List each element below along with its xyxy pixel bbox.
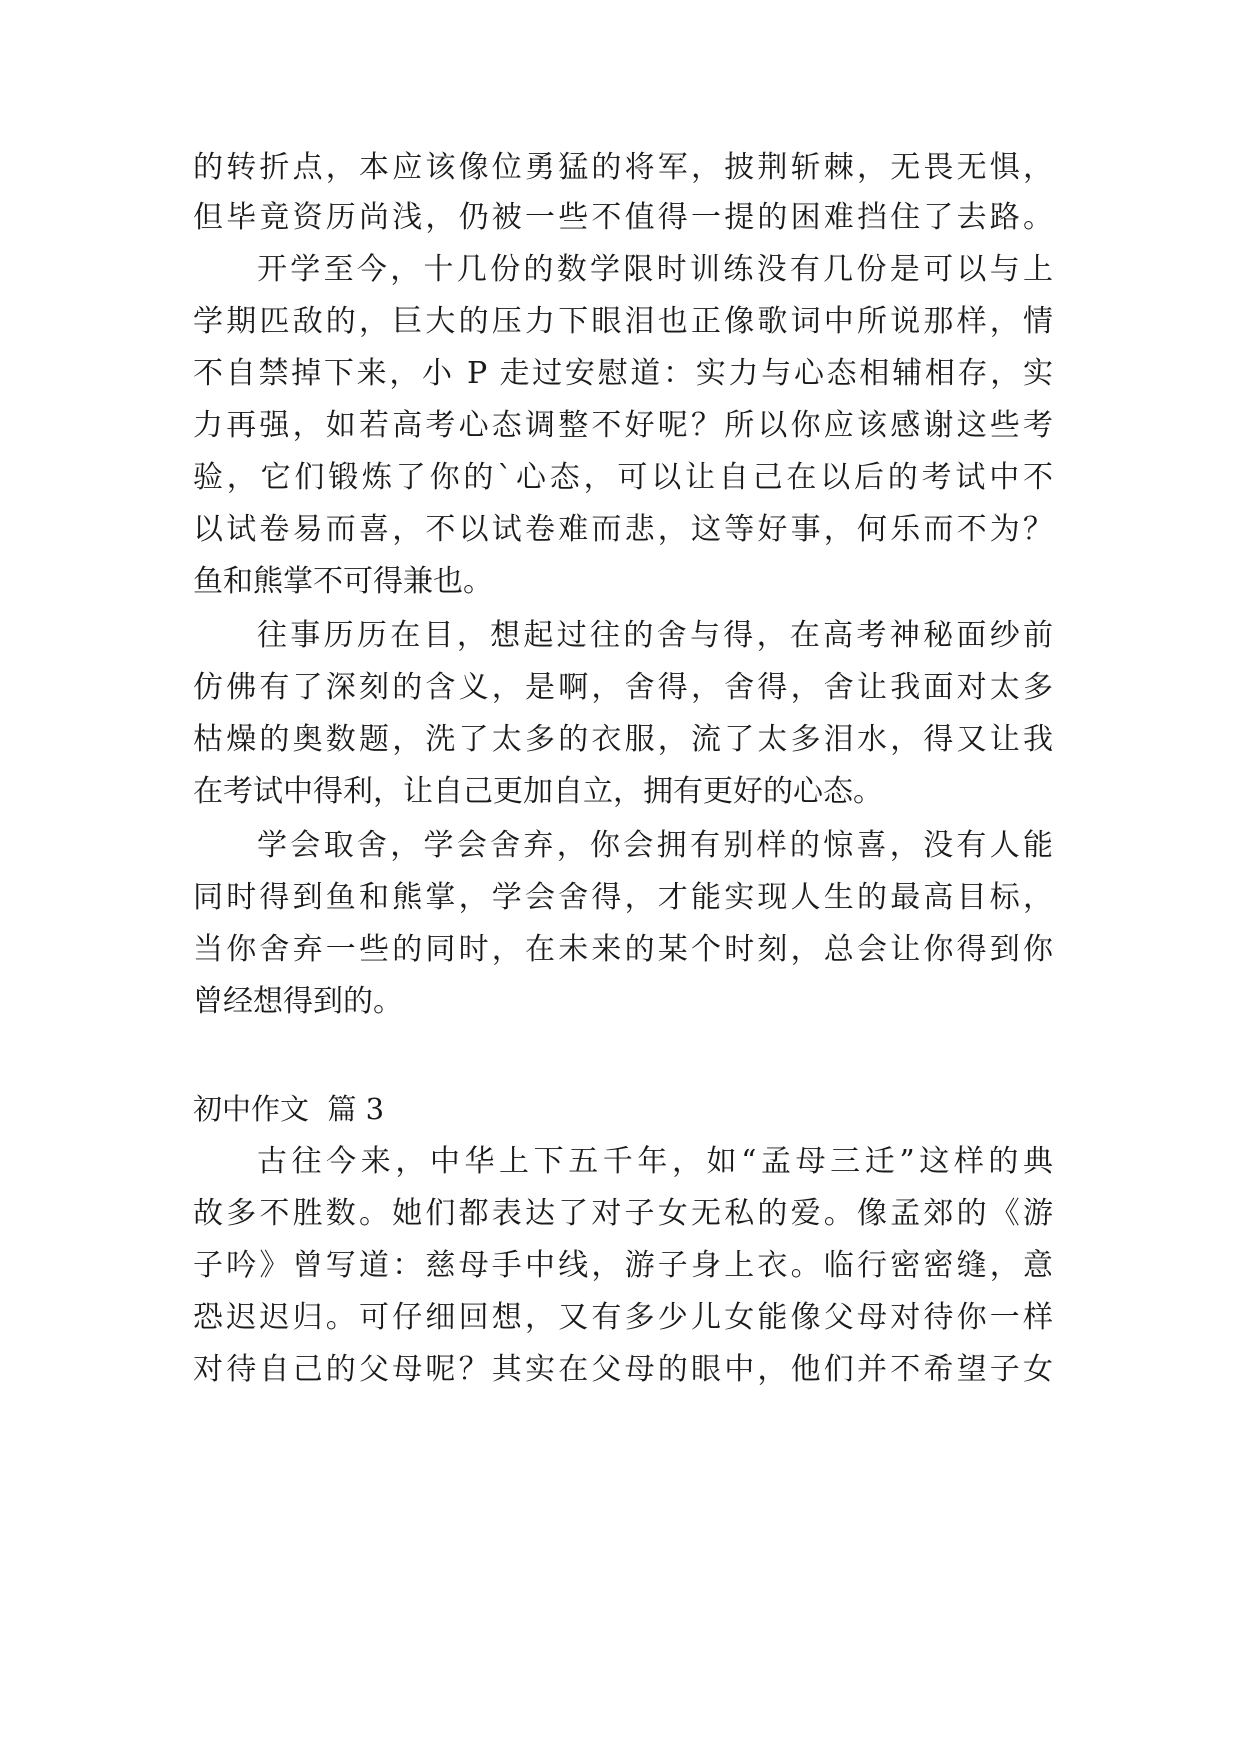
text-line: 恐迟迟归。可仔细回想，又有多少儿女能像父母对待你一样 bbox=[193, 1300, 1053, 1335]
text-line: 的转折点，本应该像位勇猛的将军，披荆斩棘，无畏无惧， bbox=[193, 150, 1053, 185]
section-heading: 初中作文 篇 3 bbox=[193, 1092, 385, 1126]
text-line: 古往今来，中华上下五千年，如“孟母三迁”这样的典 bbox=[257, 1144, 1053, 1179]
text-line: 仿佛有了深刻的含义，是啊，舍得，舍得，舍让我面对太多 bbox=[193, 670, 1053, 705]
text-line: 学会取舍，学会舍弃，你会拥有别样的惊喜，没有人能 bbox=[257, 828, 1053, 863]
text-line: 故多不胜数。她们都表达了对子女无私的爱。像孟郊的《游 bbox=[193, 1196, 1053, 1231]
text-line: 往事历历在目，想起过往的舍与得，在高考神秘面纱前 bbox=[257, 618, 1053, 653]
text-line: 不自禁掉下来，小 P 走过安慰道：实力与心态相辅相存，实 bbox=[193, 356, 1053, 391]
text-line: 但毕竟资历尚浅，仍被一些不值得一提的困难挡住了去路。 bbox=[193, 200, 1053, 235]
text-line: 子吟》曾写道：慈母手中线，游子身上衣。临行密密缝，意 bbox=[193, 1248, 1053, 1283]
text-line: 当你舍弃一些的同时，在未来的某个时刻，总会让你得到你 bbox=[193, 932, 1053, 967]
text-line: 同时得到鱼和熊掌，学会舍得，才能实现人生的最高目标， bbox=[193, 880, 1053, 915]
text-line: 开学至今，十几份的数学限时训练没有几份是可以与上 bbox=[257, 252, 1053, 287]
text-line: 曾经想得到的。 bbox=[193, 984, 403, 1019]
text-line: 力再强，如若高考心态调整不好呢？所以你应该感谢这些考 bbox=[193, 408, 1053, 443]
text-line: 枯燥的奥数题，洗了太多的衣服，流了太多泪水，得又让我 bbox=[193, 722, 1053, 757]
text-line: 学期匹敌的，巨大的压力下眼泪也正像歌词中所说那样，情 bbox=[193, 304, 1053, 339]
text-line: 鱼和熊掌不可得兼也。 bbox=[193, 564, 493, 599]
text-line: 对待自己的父母呢？其实在父母的眼中，他们并不希望子女 bbox=[193, 1352, 1053, 1387]
text-line: 以试卷易而喜，不以试卷难而悲，这等好事，何乐而不为？ bbox=[193, 512, 1053, 547]
text-line: 在考试中得利，让自己更加自立，拥有更好的心态。 bbox=[193, 774, 883, 809]
text-line: 验，它们锻炼了你的`心态，可以让自己在以后的考试中不 bbox=[193, 460, 1053, 495]
